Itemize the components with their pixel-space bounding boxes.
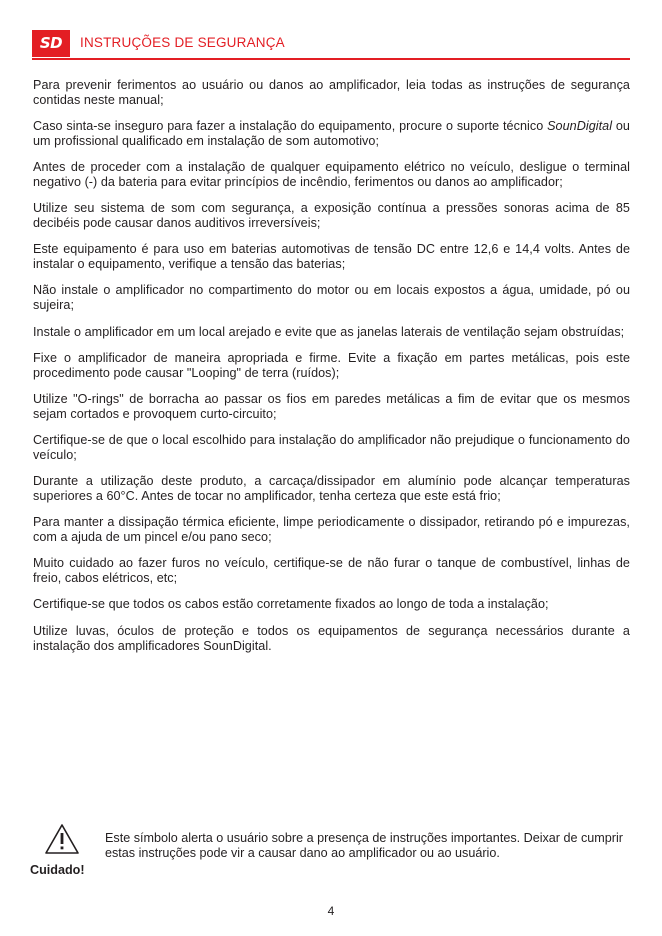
safety-paragraph	[33, 392, 630, 422]
paragraph-text: Utilize luvas, óculos de proteção e todos os equipamentos de segurança necessários durante a instalação dos amplificadores SounDigital.	[33, 623, 630, 653]
paragraph-text: Instale o amplificador em um local arejado e evite que as janelas laterais de ventilação sejam obstruídas;	[33, 324, 625, 339]
paragraph-text: Este equipamento é para uso em baterias automotivas de tensão DC entre 12,6 e 14,4 volts. Antes de instalar o equipamento, verifique a tensão das baterias;	[33, 242, 630, 272]
paragraph-text: Caso sinta-se inseguro para fazer a instalação do equipamento, procure o suporte técnico	[33, 119, 548, 134]
safety-paragraph	[33, 624, 630, 654]
caution-label: Cuidado!	[30, 863, 85, 877]
page-number: 4	[327, 904, 335, 918]
paragraph-text: Certifique-se de que o local escolhido para instalação do amplificador não prejudique o funcionamento do veículo;	[33, 433, 630, 462]
paragraph-text: Para manter a dissipação térmica eficiente, limpe periodicamente o dissipador, retirando pó e impurezas, com a ajuda de um pincel e/ou pano seco;	[33, 515, 630, 545]
header-divider	[32, 58, 630, 60]
safety-paragraph	[33, 474, 630, 504]
safety-paragraph	[33, 201, 630, 231]
soundigital-logo: SD	[32, 30, 70, 57]
safety-paragraph	[33, 433, 630, 463]
safety-paragraph	[33, 556, 630, 586]
safety-paragraph	[33, 119, 630, 149]
paragraph-text: Não instale o amplificador no compartimento do motor ou em locais expostos a água, umidade, pó ou sujeira;	[33, 283, 630, 313]
paragraph-text: Antes de proceder com a instalação de qualquer equipamento elétrico no veículo, desligue o terminal negativo (-) da bateria para evitar princípios de incêndio, ferimentos ou danos ao amplificador;	[33, 160, 630, 189]
safety-paragraph	[33, 160, 630, 190]
paragraph-text: Utilize seu sistema de som com segurança, a exposição contínua a pressões sonoras acima de 85 decibéis pode causar danos auditivos irreversíveis;	[33, 201, 630, 231]
paragraph-text: Durante a utilização deste produto, a carcaça/dissipador em alumínio pode alcançar temperaturas superiores a 60°C. Antes de tocar no amplificador, tenha certeza que este está frio;	[33, 474, 630, 503]
paragraph-text: Utilize "O-rings" de borracha ao passar os fios em paredes metálicas a fim de evitar que os mesmos sejam cortados e provoquem curto-circuito;	[33, 391, 630, 421]
paragraph-text: Para prevenir ferimentos ao usuário ou danos ao amplificador, leia todas as instruções de segurança contidas neste manual;	[33, 78, 630, 107]
brand-name: SounDigital	[547, 119, 613, 134]
paragraph-text: Muito cuidado ao fazer furos no veículo, certifique-se de não furar o tanque de combustível, linhas de freio, cabos elétricos, etc;	[33, 556, 630, 586]
safety-instructions	[33, 78, 630, 665]
safety-paragraph	[33, 242, 630, 272]
safety-paragraph	[33, 78, 630, 108]
caution-text: Este símbolo alerta o usuário sobre a presença de instruções importantes. Deixar de cumprir estas instruções pode vir a causar dano ao amplificador ou ao usuário.	[105, 831, 623, 860]
caution-notice	[30, 823, 630, 883]
safety-paragraph	[33, 283, 630, 313]
safety-paragraph	[33, 597, 630, 612]
safety-paragraph	[33, 515, 630, 545]
warning-triangle-icon	[44, 823, 80, 855]
safety-paragraph	[33, 351, 630, 381]
safety-paragraph	[33, 325, 630, 340]
section-title: INSTRUÇÕES DE SEGURANÇA	[80, 35, 285, 50]
paragraph-text: Fixe o amplificador de maneira apropriada e firme. Evite a fixação em partes metálicas, pois este procedimento pode causar "Looping" de terra (ruídos);	[33, 350, 630, 380]
paragraph-text: Certifique-se que todos os cabos estão corretamente fixados ao longo de toda a instalação;	[33, 597, 549, 612]
paragraph-text: ou um profissional qualificado em instalação de som automotivo;	[33, 119, 630, 148]
page-header	[32, 30, 630, 62]
